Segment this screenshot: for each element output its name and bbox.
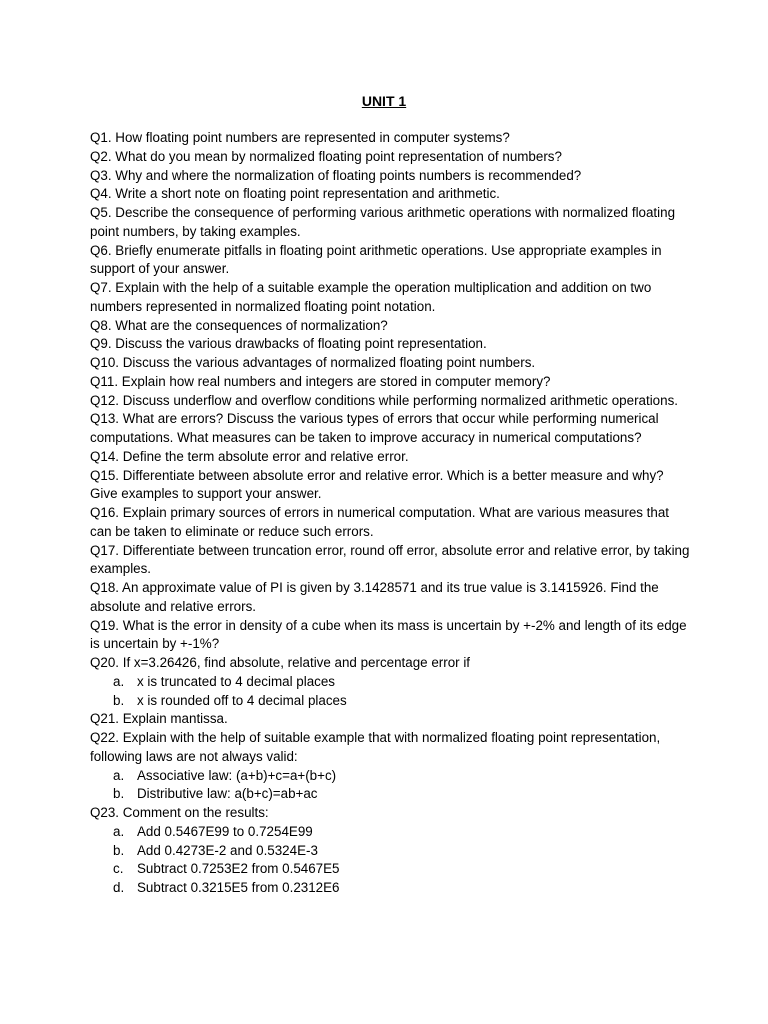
sub-item-label: a. [113,767,125,783]
question-item: Q20. If x=3.26426, find absolute, relative and percentage error if [90,655,471,670]
sub-item-text: Associative law: (a+b)+c=a+(b+c) [137,767,337,783]
question-item: Q9. Discuss the various drawbacks of floating point representation. [90,336,487,352]
question-item: Q7. Explain with the help of a suitable example the operation multiplication and addition on two numbers represented in normalized floating point notation. [90,280,652,314]
sub-item [90,842,690,861]
question-item: Q13. What are errors? Discuss the various types of errors that occur while performing numerical computations. What measures can be taken to improve accuracy in numerical computations? [90,411,659,445]
question-item: Q23. Comment on the results: [90,805,269,820]
sub-item [90,860,690,879]
question-item: Q19. What is the error in density of a cube when its mass is uncertain by +-2% and length of its edge is uncertain by +-1%? [90,617,687,652]
question-item: Q16. Explain primary sources of errors in numerical computation. What are various measures that can be taken to eliminate or reduce such errors. [90,505,670,539]
question-item: Q11. Explain how real numbers and integers are stored in computer memory? [90,373,551,389]
sub-item-text: Add 0.4273E-2 and 0.5324E-3 [137,842,318,858]
question-item: Q15. Differentiate between absolute error and relative error. Which is a better measure and why? Give examples to support your answer. [90,467,664,502]
sub-item [90,767,690,786]
sub-item-text: x is rounded off to 4 decimal places [137,692,347,708]
question-item: Q4. Write a short note on floating point representation and arithmetic. [90,186,500,202]
question-item: Q6. Briefly enumerate pitfalls in floating point arithmetic operations. Use appropriate examples in support of your answer. [90,242,662,277]
question-item: Q12. Discuss underflow and overflow conditions while performing normalized arithmetic operations. [90,392,678,408]
sub-item [90,785,690,804]
sub-item [90,673,690,692]
question-item: Q22. Explain with the help of suitable example that with normalized floating point representation, following laws are not always valid: [90,730,661,764]
question-item: Q5. Describe the consequence of performing various arithmetic operations with normalized floating point numbers, by taking examples. [90,205,676,239]
sub-item-text: Subtract 0.3215E5 from 0.2312E6 [137,880,340,895]
sub-item-label: a. [113,823,125,839]
question-item: Q3. Why and where the normalization of floating points numbers is recommended? [90,167,582,183]
sub-item [90,692,690,711]
question-item: Q8. What are the consequences of normalization? [90,317,388,333]
sub-item-label: b. [113,786,125,802]
question-item: Q10. Discuss the various advantages of normalized floating point numbers. [90,355,536,370]
question-item: Q14. Define the term absolute error and relative error. [90,448,409,464]
sub-item [90,879,690,898]
sub-item-label: b. [113,842,125,858]
page-title: UNIT 1 [361,93,407,109]
sub-item [90,823,690,842]
sub-item-text: x is truncated to 4 decimal places [137,673,335,689]
question-item: Q1. How floating point numbers are represented in computer systems? [90,130,510,145]
sub-item-text: Add 0.5467E99 to 0.7254E99 [137,823,313,839]
sub-item-text: Subtract 0.7253E2 from 0.5467E5 [137,861,340,877]
sub-item-label: d. [113,880,125,895]
sub-item-label: c. [113,861,124,877]
question-item: Q18. An approximate value of PI is given by 3.1428571 and its true value is 3.1415926. Find the absolute and relative errors. [90,580,659,614]
sub-item-text: Distributive law: a(b+c)=ab+ac [137,786,318,802]
question-item: Q2. What do you mean by normalized floating point representation of numbers? [90,148,562,164]
question-list [90,129,690,898]
sub-item-label: b. [113,692,125,708]
sub-item-label: a. [113,673,125,689]
question-item: Q17. Differentiate between truncation error, round off error, absolute error and relative error, by taking examples. [90,542,690,577]
question-item: Q21. Explain mantissa. [90,711,228,727]
